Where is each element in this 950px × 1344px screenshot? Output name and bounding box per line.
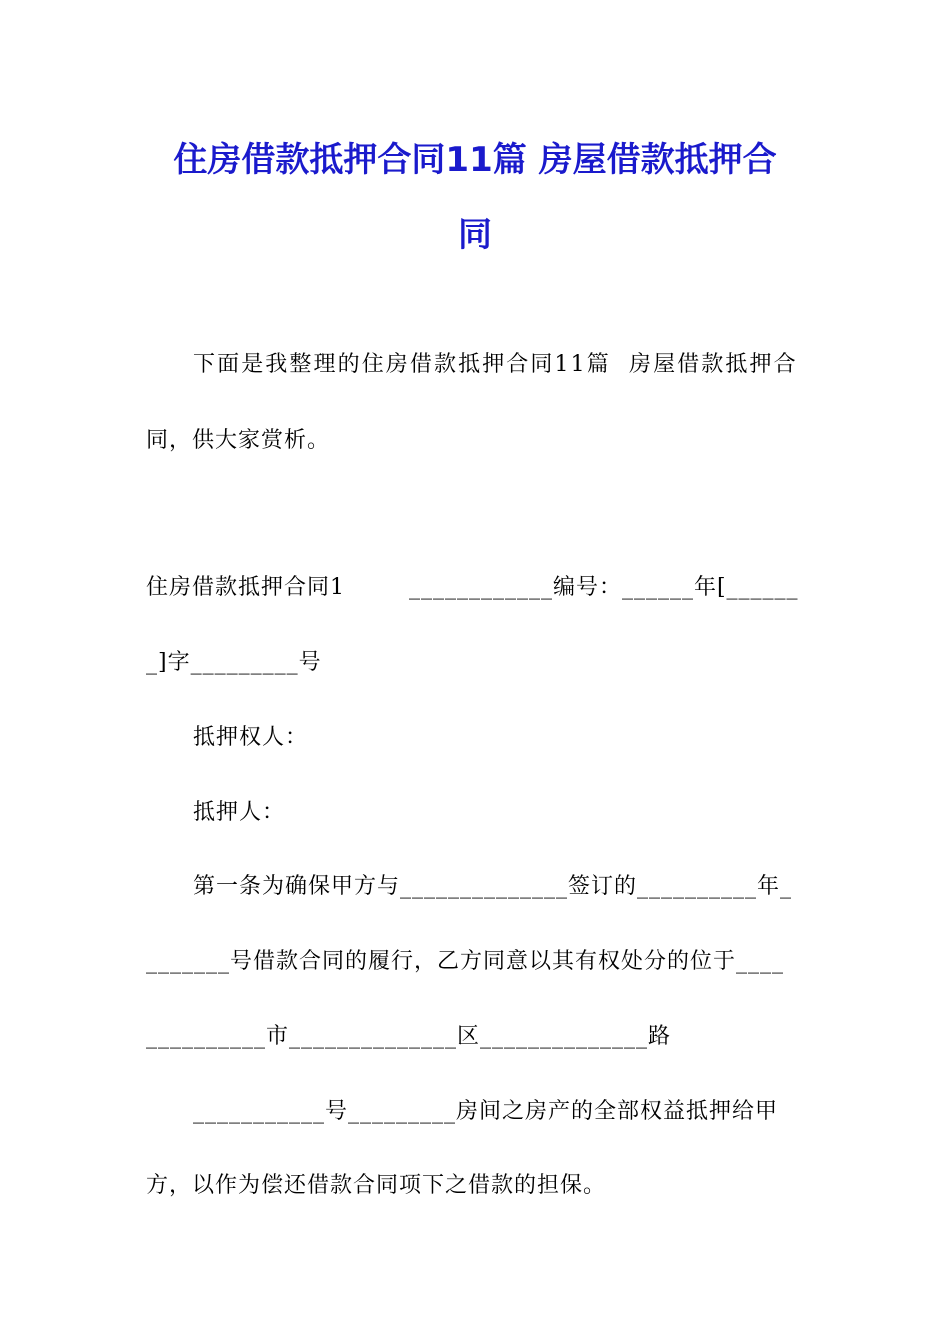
article-1-line-3: __________市______________区______________路 — [146, 1024, 672, 1049]
contract-heading-line-2: _]字_________号 — [146, 650, 322, 675]
mortgagor-label: 抵押人： — [193, 800, 286, 825]
article-1-line-1: 第一条为确保甲方与______________签订的__________年_ — [193, 874, 793, 899]
contract-heading-line-1: 住房借款抵押合同1 ____________编号：______年[______ — [146, 575, 799, 600]
document-title-line-2: 同 — [458, 215, 492, 255]
article-1-line-5: 方，以作为偿还借款合同项下之借款的担保。 — [146, 1173, 607, 1198]
mortgagee-label: 抵押权人： — [193, 725, 309, 750]
article-1-line-2: _______号借款合同的履行，乙方同意以其有权处分的位于____ — [146, 949, 785, 974]
intro-paragraph-line-2: 同，供大家赏析。 — [146, 428, 331, 453]
intro-paragraph-line-1: 下面是我整理的住房借款抵押合同11篇 房屋借款抵押合 — [193, 352, 798, 377]
article-1-line-4: ___________号_________房间之房产的全部权益抵押给甲 — [193, 1099, 779, 1124]
document-title-line-1: 住房借款抵押合同11篇 房屋借款抵押合 — [173, 140, 777, 180]
